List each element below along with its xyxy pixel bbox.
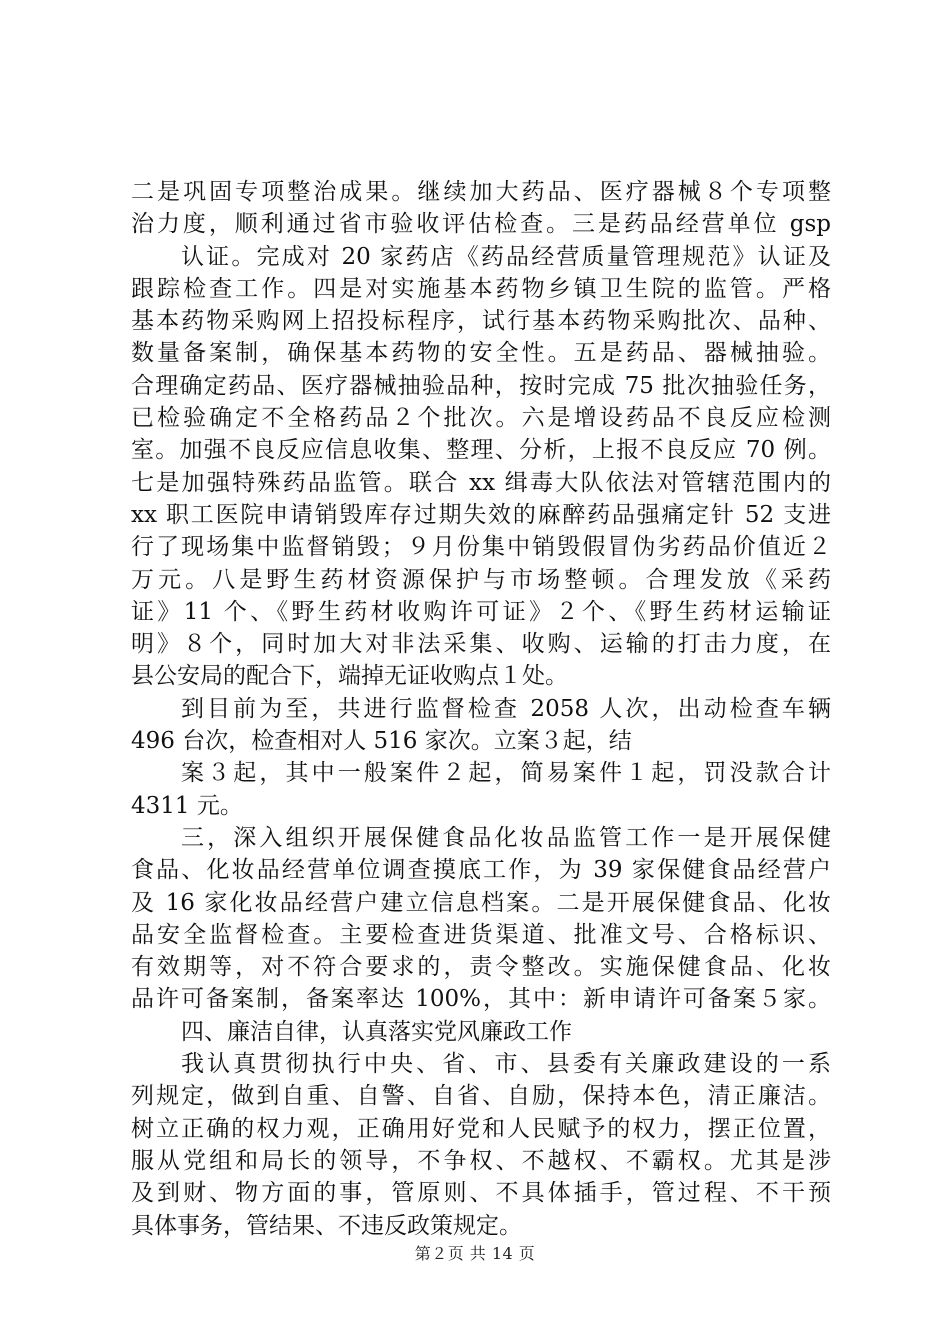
text-line: 有效期等，对不符合要求的，责令整改。实施保健食品、化妆 [131,954,831,981]
text-line: 及到财、物方面的事，管原则、不具体插手，管过程、不干预 [131,1180,831,1207]
text-line: 证》11 个、《野生药材收购许可证》２个、《野生药材运输证 [131,598,831,625]
text-line: 我认真贯彻执行中央、省、市、县委有关廉政建设的一系 [181,1051,831,1078]
text-line: 二是巩固专项整治成果。继续加大药品、医疗器械８个专项整 [131,179,831,205]
text-line: 4311 元。 [131,792,243,819]
text-line: 品安全监督检查。主要检查进货渠道、批准文号、合格标识、 [131,921,831,948]
document-body [131,176,831,1242]
text-line: 品许可备案制，备案率达 100%，其中：新申请许可备案５家。 [131,986,831,1013]
text-line: 496 台次，检查相对人 516 家次。立案３起，结 [131,728,632,755]
text-line: 基本药物采购网上招投标程序，试行基本药物采购批次、品种、 [131,308,831,335]
text-line: 树立正确的权力观，正确用好党和人民赋予的权力，摆正位置， [131,1115,831,1142]
text-line: 行了现场集中监督销毁；９月份集中销毁假冒伪劣药品价值近２ [131,534,831,561]
text-line: 万元。八是野生药材资源保护与市场整顿。合理发放《采药 [131,566,831,593]
text-line: 三，深入组织开展保健食品化妆品监管工作一是开展保健 [181,824,831,851]
text-line: 数量备案制，确保基本药物的安全性。五是药品、器械抽验。 [131,340,831,367]
text-line: 认证。完成对 20 家药店《药品经营质量管理规范》认证及 [181,243,831,270]
page-number-footer: 第２页 共 14 页 [414,1244,536,1263]
text-line: 具体事务，管结果、不违反政策规定。 [131,1212,522,1239]
text-line: xx 职工医院申请销毁库存过期失效的麻醉药品强痛定针 52 支进 [131,501,831,528]
text-line: 到目前为至，共进行监督检查 2058 人次，出动检查车辆 [181,695,831,722]
text-line: 已检验确定不全格药品２个批次。六是增设药品不良反应检测 [131,405,831,432]
text-line: 室。加强不良反应信息收集、整理、分析，上报不良反应 70 例。 [131,437,831,464]
text-line: 七是加强特殊药品监管。联合 xx 缉毒大队依法对管辖范围内的 [131,469,831,496]
text-line: 列规定，做到自重、自警、自省、自励，保持本色，清正廉洁。 [131,1083,831,1110]
text-line: 县公安局的配合下，端掉无证收购点１处。 [131,663,568,690]
text-line: 案３起，其中一般案件２起，简易案件１起，罚没款合计 [181,760,831,787]
text-line: 及 16 家化妆品经营户建立信息档案。二是开展保健食品、化妆 [131,889,831,916]
text-line: 食品、化妆品经营单位调查摸底工作，为 39 家保健食品经营户 [131,857,831,884]
text-line: 服从党组和局长的领导，不争权、不越权、不霸权。尤其是涉 [131,1147,831,1174]
text-line: 治力度，顺利通过省市验收评估检查。三是药品经营单位 gsp [131,211,831,238]
text-line: 明》８个，同时加大对非法采集、收购、运输的打击力度，在 [131,631,831,658]
text-line: 合理确定药品、医疗器械抽验品种，按时完成 75 批次抽验任务， [131,372,831,399]
section-heading: 四、廉洁自律，认真落实党风廉政工作 [181,1018,572,1045]
text-line: 跟踪检查工作。四是对实施基本药物乡镇卫生院的监管。严格 [131,275,831,302]
